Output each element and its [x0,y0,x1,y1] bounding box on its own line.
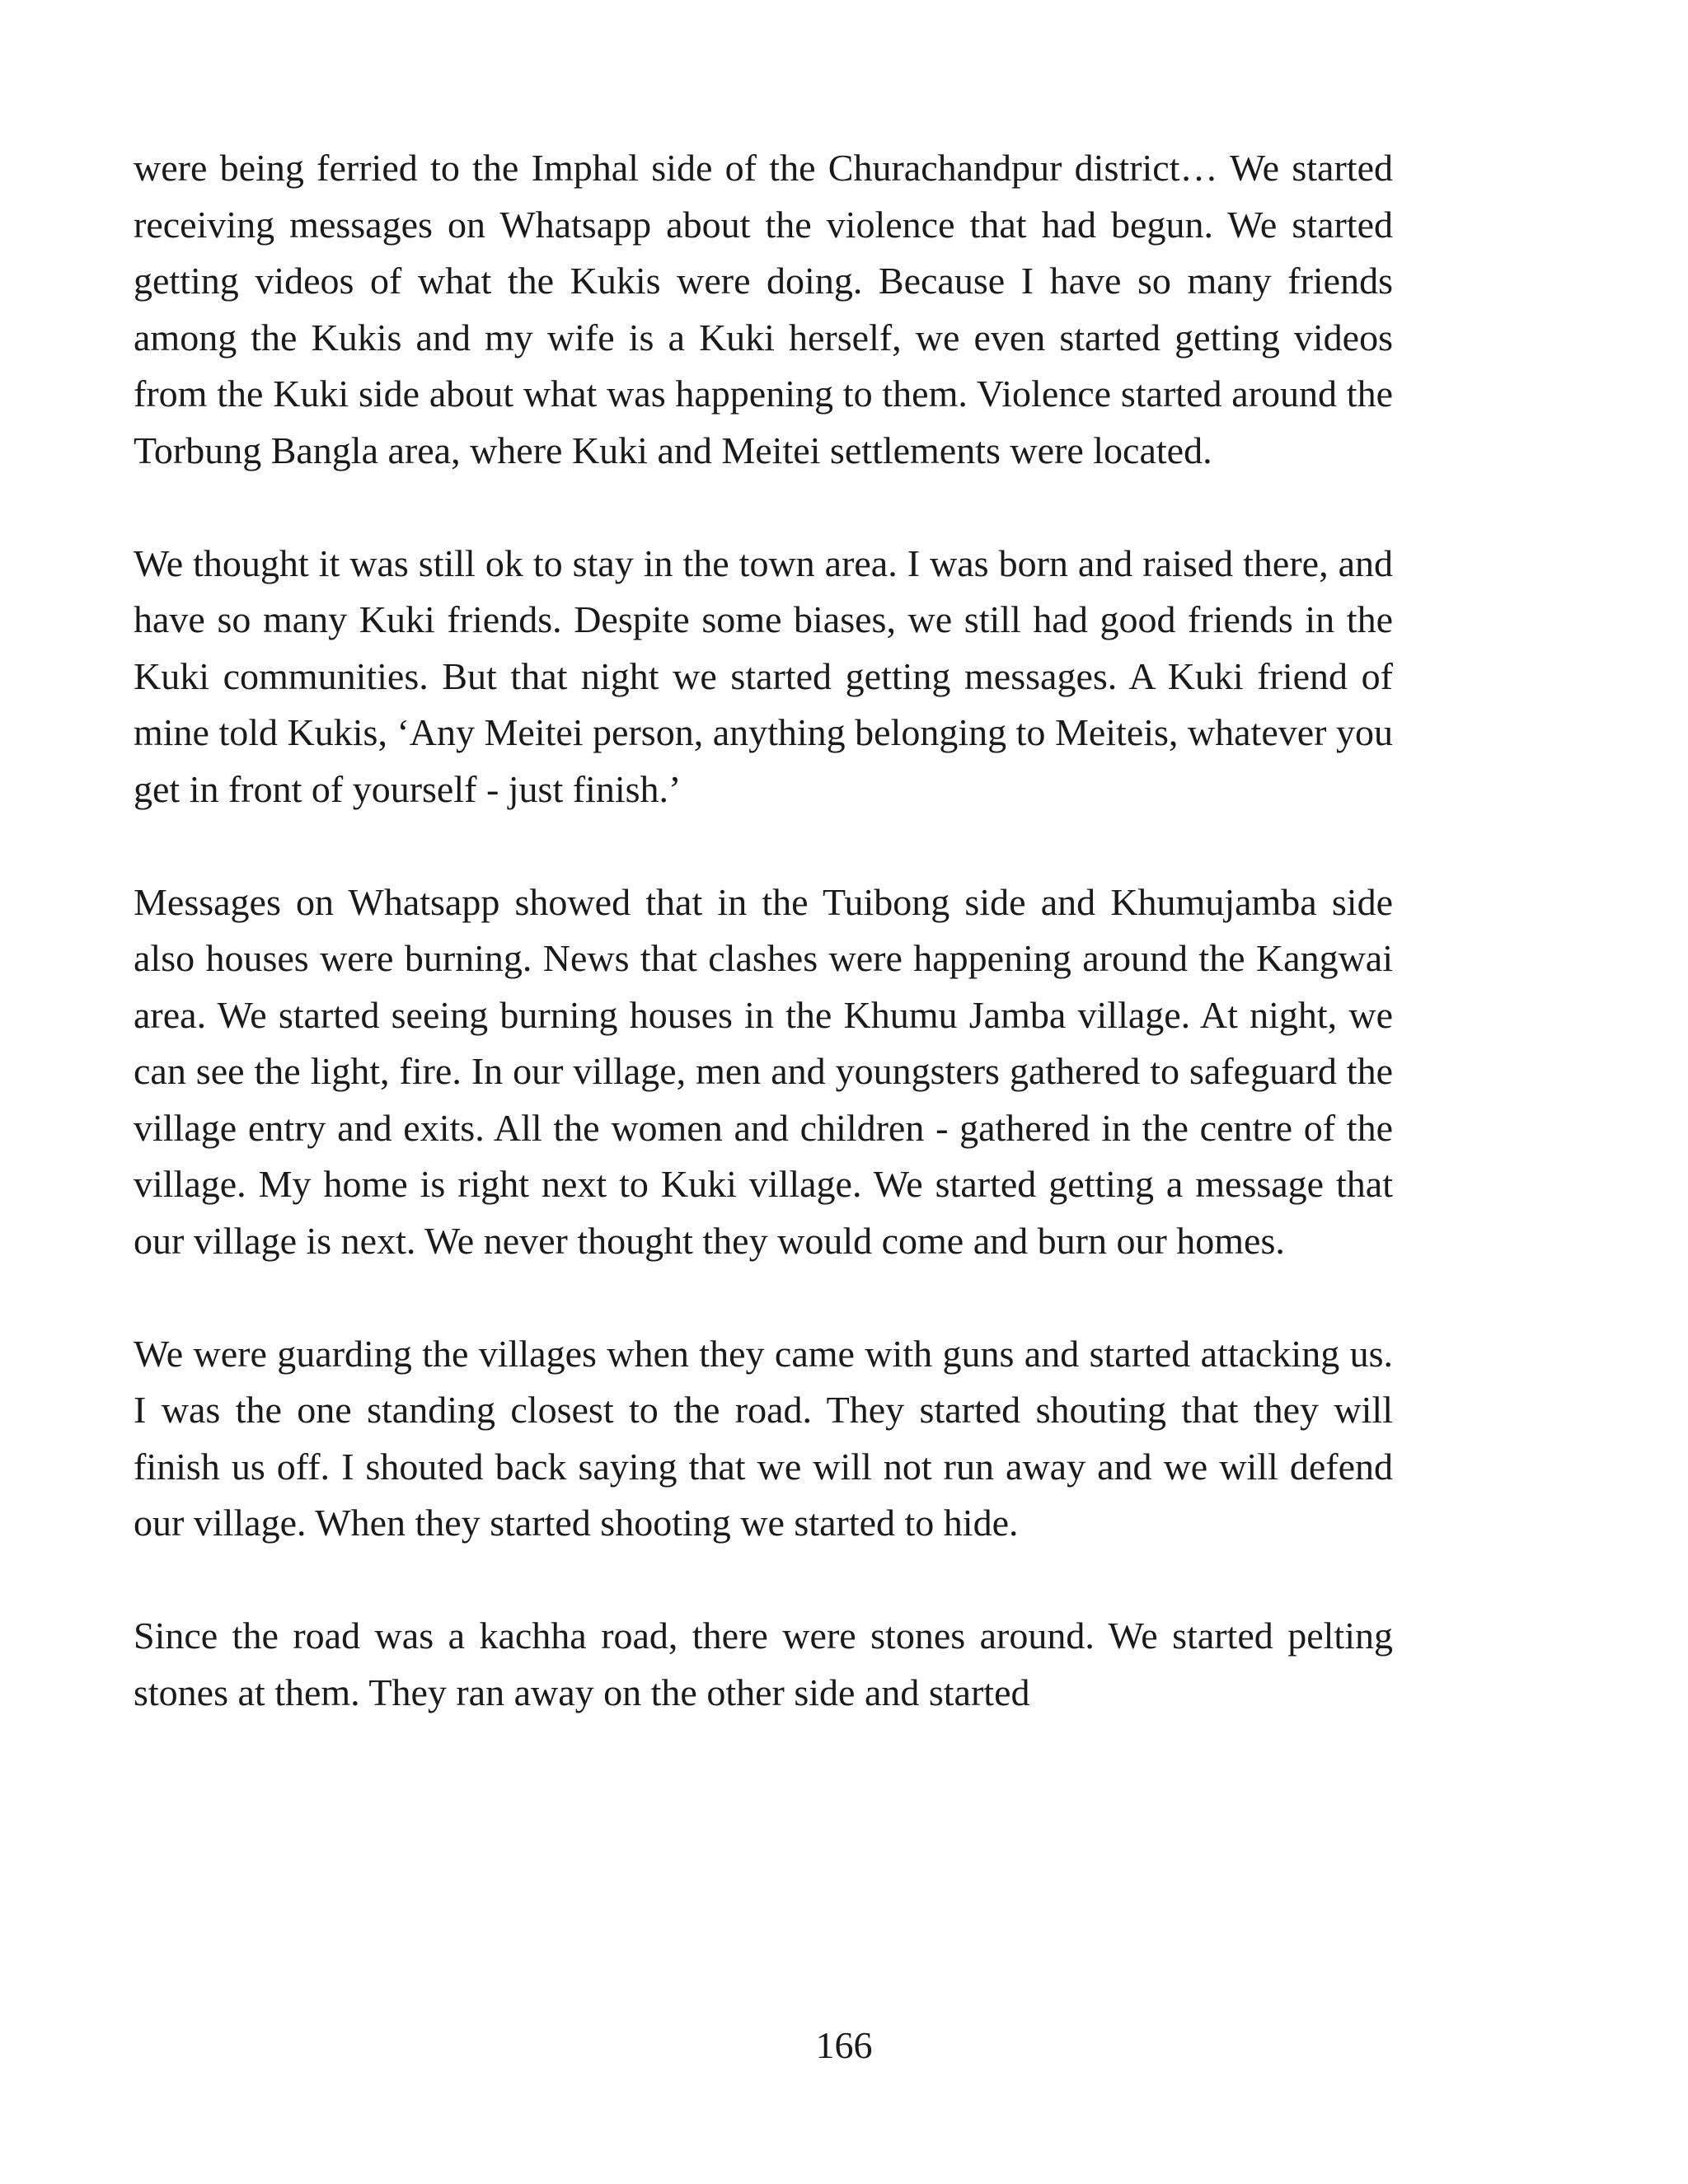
paragraph-5: Since the road was a kachha road, there were stones around. We started pelting stones at them. They ran away on the other side and started [134,1615,1393,1713]
paragraph-4: We were guarding the villages when they came with guns and started attacking us. I was the one standing closest to the road. They started shouting that they will finish us off. I shouted back saying that we will not run away and we will defend our village. When they started shooting we started to hide. [134,1332,1393,1544]
paragraph-2: We thought it was still ok to stay in the town area. I was born and raised there, and have so many Kuki friends. Despite some biases, we still had good friends in the Kuki communities. But that night we started getting messages. A Kuki friend of mine told Kukis, ‘Any Meitei person, anything belonging to Meiteis, whatever you get in front of yourself - just finish.’ [134,541,1393,810]
paragraph-3: Messages on Whatsapp showed that in the Tuibong side and Khumujamba side also houses were burning. News that clashes were happening around the Kangwai area. We started seeing burning houses in the Khumu Jamba village. At night, we can see the light, fire. In our village, men and youngsters gathered to safeguard the village entry and exits. All the women and children - gathered in the centre of the village. My home is right next to Kuki village. We started getting a message that our village is next. We never thought they would come and burn our homes. [134,880,1393,1262]
page-body [134,140,1393,1721]
page-number: 166 [815,2024,873,2066]
paragraph-1: were being ferried to the Imphal side of the Churachandpur district… We started receiving messages on Whatsapp about the violence that had begun. We started getting videos of what the Kukis were doing. Because I have so many friends among the Kukis and my wife is a Kuki herself, we even started getting videos from the Kuki side about what was happening to them. Violence started around the Torbung Bangla area, where Kuki and Meitei settlements were located. [134,147,1393,471]
